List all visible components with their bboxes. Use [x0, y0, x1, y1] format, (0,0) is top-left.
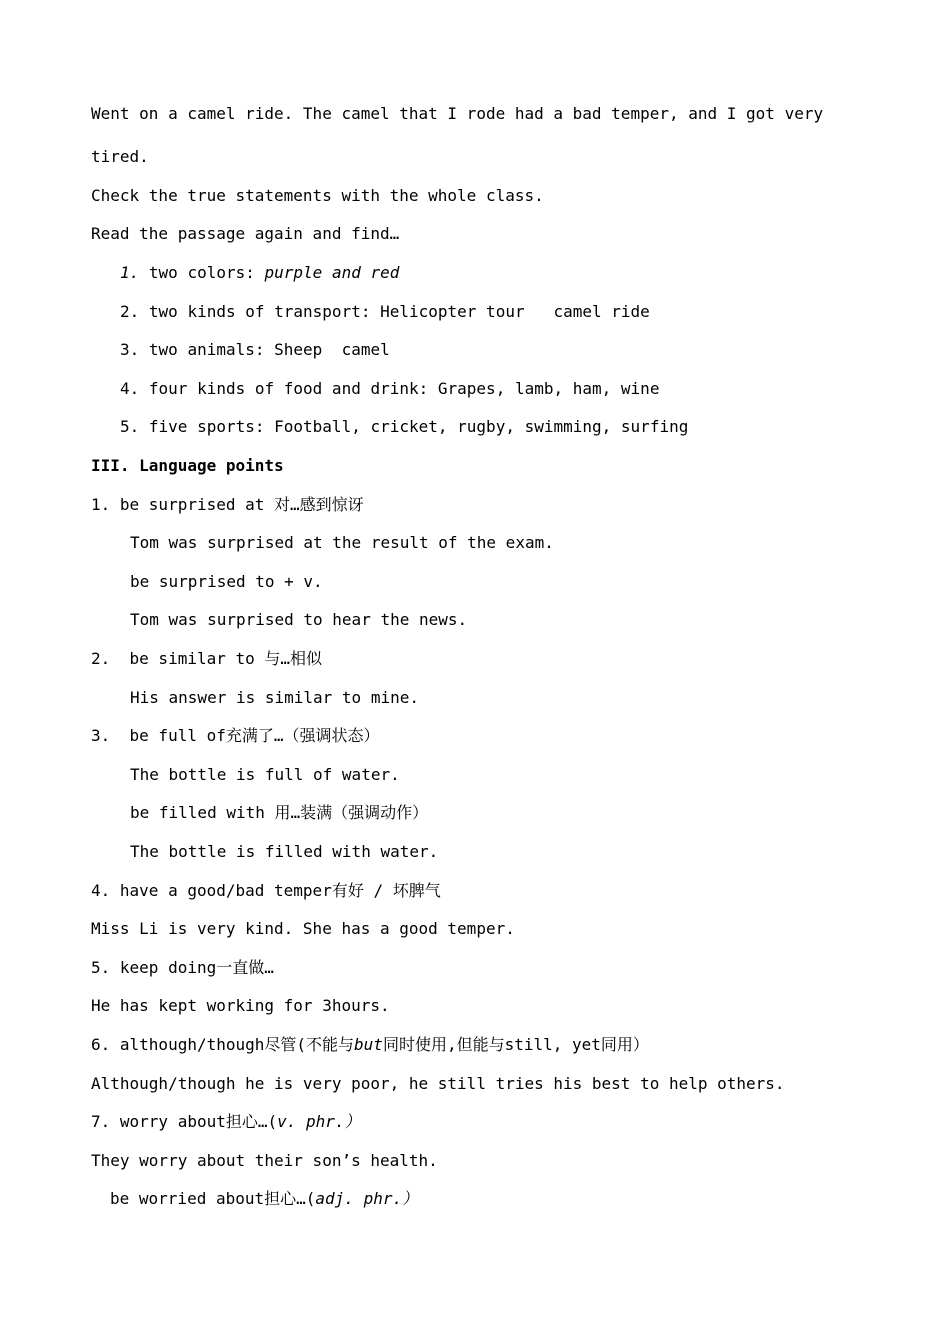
point-7-subheading-emphasis: adj. phr.） [315, 1189, 419, 1208]
intro-line-2: tired. [91, 147, 149, 166]
point-2-example: His answer is similar to mine. [130, 688, 419, 707]
point-6-heading-part: 同时使用,但能与still, yet同用） [382, 1035, 649, 1054]
find-item-text: five sports: Football, cricket, rugby, swimming, surfing [148, 417, 689, 436]
point-7-heading-part: 7. worry about担心…( [91, 1112, 278, 1131]
find-item-text: four kinds of food and drink: Grapes, lamb, ham, wine [148, 379, 660, 398]
find-item-text: two animals: Sheep camel [148, 340, 390, 359]
point-7-example: They worry about their son’s health. [91, 1151, 438, 1170]
find-item-1 [120, 263, 399, 283]
point-4-heading: 4. have a good/bad temper有好 / 坏脾气 [91, 881, 441, 900]
find-item-4 [120, 379, 659, 399]
point-1-heading: 1. be surprised at 对…感到惊讶 [91, 495, 364, 514]
point-7-heading [91, 1112, 361, 1132]
point-6-example: Although/though he is very poor, he still tries his best to help others. [91, 1074, 785, 1093]
find-item-2 [120, 302, 650, 322]
point-7-subheading-part: be worried about担心…( [110, 1189, 316, 1208]
find-item-number: 1. [120, 263, 140, 282]
section-heading: III. Language points [91, 456, 284, 475]
point-3-example-2: The bottle is filled with water. [130, 842, 439, 861]
point-6-heading-part: 6. although/though尽管(不能与 [91, 1035, 355, 1054]
point-3-subheading: be filled with 用…装满（强调动作） [130, 803, 429, 822]
point-3-example-1: The bottle is full of water. [130, 765, 400, 784]
point-1-subheading: be surprised to + v. [130, 572, 323, 591]
find-item-number: 5. [120, 417, 140, 436]
find-item-3 [120, 340, 390, 360]
find-item-number: 3. [120, 340, 140, 359]
point-5-example: He has kept working for 3hours. [91, 996, 390, 1015]
find-item-label: two colors: [148, 263, 255, 282]
point-3-heading: 3. be full of充满了…（强调状态） [91, 726, 380, 745]
find-item-5 [120, 417, 688, 437]
point-7-subheading [110, 1189, 418, 1209]
point-7-heading-emphasis: v. phr.） [277, 1112, 361, 1131]
point-5-heading: 5. keep doing一直做… [91, 958, 274, 977]
point-1-example-2: Tom was surprised to hear the news. [130, 610, 468, 629]
find-item-number: 4. [120, 379, 140, 398]
check-instruction: Check the true statements with the whole class. [91, 186, 544, 205]
point-6-heading [91, 1035, 649, 1055]
find-item-number: 2. [120, 302, 140, 321]
point-4-example: Miss Li is very kind. She has a good temper. [91, 919, 515, 938]
read-instruction: Read the passage again and find… [91, 224, 400, 243]
find-item-value: purple and red [264, 263, 400, 282]
point-1-example-1: Tom was surprised at the result of the exam. [130, 533, 554, 552]
intro-line-1: Went on a camel ride. The camel that I rode had a bad temper, and I got very [91, 104, 824, 123]
point-6-heading-emphasis: but [354, 1035, 383, 1054]
find-item-text: two kinds of transport: Helicopter tour camel ride [148, 302, 650, 321]
point-2-heading: 2. be similar to 与…相似 [91, 649, 323, 668]
